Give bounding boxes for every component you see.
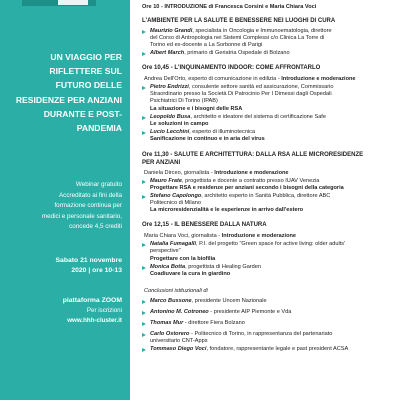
- bullet-arrow-icon: [142, 85, 148, 90]
- program-line: [150, 207, 303, 214]
- platform-info: [8, 295, 122, 325]
- title-line: DURANTE E POST-: [43, 108, 122, 119]
- title-line: UN VIAGGIO PER: [50, 52, 122, 62]
- program-text: , progettista e docente a contratto presso IUAV Venezia: [182, 178, 320, 184]
- program-text: Coadiuvare la cura in giardino: [150, 271, 231, 277]
- bullet-arrow-icon: [142, 321, 148, 326]
- bullet-arrow-icon: [142, 29, 148, 34]
- event-title: [8, 50, 122, 135]
- speaker-line: [150, 331, 332, 338]
- signup-label: Per iscrizioni: [86, 307, 122, 314]
- speaker-name: Pietro Endrizzi: [150, 84, 189, 90]
- program-text: Progettare con la biofilia: [150, 256, 216, 262]
- session-heading: [142, 160, 180, 167]
- program-text: La microresidenzialità e le esperienze in arrivo dall'estero: [150, 207, 304, 213]
- program-text: perspective": [150, 248, 181, 254]
- session-heading: [142, 18, 335, 25]
- program-text: Straordinario presso la Società Di Patrocinio Per I Dimessi dagli Ospedali: [150, 91, 332, 97]
- logo-icon: [22, 0, 96, 6]
- speaker-line: [150, 298, 267, 305]
- title-line: PANDEMIA: [76, 123, 122, 134]
- program-text: , architetto e ideatore del sistema di certificazione Safe: [190, 114, 326, 120]
- program-text: L'AMBIENTE PER LA SALUTE E BENESSERE NEI LUOGHI DI CURA: [142, 18, 336, 24]
- speaker-name: Carlo Ostorero: [150, 331, 190, 337]
- program-line: [142, 4, 316, 11]
- program-text: Maria Chiara Voci, giornalista -: [144, 233, 222, 239]
- bullet-arrow-icon: [142, 332, 148, 337]
- program-line: [150, 271, 230, 278]
- bullet-arrow-icon: [142, 265, 148, 270]
- program-text: PER ANZIANI: [142, 160, 181, 166]
- speaker-line: [150, 241, 345, 248]
- program-line: [150, 98, 218, 105]
- role-label: Introduzione e moderazione: [281, 76, 356, 82]
- session-heading: [142, 65, 320, 72]
- platform-label: piattaforma ZOOM: [62, 297, 122, 304]
- speaker-line: [150, 264, 261, 271]
- program-text: Andrea Dell'Orto, esperto di comunicazione in edilizia -: [144, 76, 282, 82]
- webinar-line: concede 4,5 crediti: [69, 223, 122, 230]
- program-line: [150, 185, 344, 192]
- program-text: , consulente settore sanità ed assicurazione, Commissario: [188, 84, 334, 90]
- program-text: Sanificazione in continuo e in aria del virus: [150, 136, 265, 142]
- program-line: [150, 42, 262, 49]
- program-text: del Corso di Antropologia nei Sistemi Complessi c/o Clinica La Torre di: [150, 35, 325, 41]
- bullet-arrow-icon: [142, 51, 148, 56]
- program-text: Le soluzioni in campo: [150, 121, 209, 127]
- event-date: [8, 256, 122, 276]
- program-text: - Politecnico di Torino, in rappresentanza del partenariato: [189, 331, 333, 337]
- program-text: Torino ed ex-docente a La Sorbonne di Parigi: [150, 42, 263, 48]
- program-line: [144, 288, 208, 295]
- speaker-name: Maurizio Grandi: [150, 28, 193, 34]
- program-line: [144, 233, 296, 240]
- speaker-name: Lucio Lecchini: [150, 129, 190, 135]
- speaker-name: Mauro Frate: [150, 178, 183, 184]
- bullet-arrow-icon: [142, 242, 148, 247]
- speaker-name: Albert March: [150, 50, 185, 56]
- webinar-line: Webinar gratuito: [75, 181, 122, 188]
- title-line: RESIDENZE PER ANZIANI: [15, 94, 122, 105]
- speaker-name: Antonino M. Cotroneo: [150, 309, 209, 315]
- program-line: [150, 200, 201, 207]
- bullet-arrow-icon: [142, 130, 148, 135]
- program-text: - direttore Fiera Bolzano: [183, 320, 245, 326]
- program-text: , esperto di illuminotecnica: [189, 129, 256, 135]
- program-text: Psichiatrici Di Torino (IPAB): [150, 98, 218, 104]
- sidebar-panel: [0, 0, 130, 400]
- speaker-name: Thomas Mur: [150, 320, 184, 326]
- program-text: Ore 11,30 - SALUTE E ARCHITETTURA: DALLA RSA ALLE MICRORESIDENZE: [142, 152, 364, 158]
- speaker-line: [150, 309, 291, 316]
- speaker-name: Tommaso Diego Voci: [150, 346, 207, 352]
- webinar-line: Accreditato ai fini della: [58, 191, 122, 199]
- bullet-arrow-icon: [142, 115, 148, 120]
- bullet-arrow-icon: [142, 310, 148, 315]
- webinar-info: [8, 180, 122, 233]
- program-line: [144, 170, 289, 177]
- program-text: Daniela Dirceo, giornalista -: [144, 170, 215, 176]
- speaker-line: [150, 320, 245, 327]
- program-line: [150, 91, 332, 98]
- session-heading: [142, 152, 363, 159]
- program-line: [150, 338, 208, 345]
- program-line: [150, 106, 242, 113]
- role-label: Introduzione e moderazione: [214, 170, 289, 176]
- program-text: Politecnico di Milano: [150, 200, 201, 206]
- speaker-line: [150, 346, 348, 353]
- program-line: [150, 121, 208, 128]
- program-line: [150, 136, 265, 143]
- program-text: Conclusioni istituzionali di: [144, 288, 208, 294]
- speaker-line: [150, 50, 290, 57]
- program-text: , presidente Uncem Nazionale: [191, 298, 267, 304]
- session-heading: [142, 222, 267, 229]
- speaker-name: Stefano Capolongo: [150, 193, 202, 199]
- program-text: , specialista in Oncologia e Immunoematologia, direttore: [192, 28, 332, 34]
- title-line: RIFLETTERE SUL: [49, 66, 122, 77]
- program-text: , primario di Geriatria Ospedale di Bolzano: [184, 50, 290, 56]
- speaker-name: Leopoldo Busa: [150, 114, 191, 120]
- speaker-line: [150, 193, 330, 200]
- program-text: La situazione e i bisogni delle RSA: [150, 106, 243, 112]
- program-text: , P.I. del progetto "Green space for active living: older adults': [196, 241, 346, 247]
- program-text: Ore 10,45 - L'INQUINAMENTO INDOOR: COME AFFRONTARLO: [142, 65, 321, 71]
- bullet-arrow-icon: [142, 347, 148, 352]
- webinar-line: formazione continua per: [54, 202, 122, 209]
- title-line: FUTURO DELLE: [55, 80, 122, 91]
- program-text: , fondatore, rappresentante legale e past president ACSA: [206, 346, 349, 352]
- speaker-line: [150, 28, 332, 35]
- program-list: [142, 0, 396, 400]
- speaker-line: [150, 114, 326, 121]
- program-text: , progettista di Healing Garden: [185, 264, 261, 270]
- program-text: Ore 12,15 - IL BENESSERE DALLA NATURA: [142, 222, 267, 228]
- program-line: [144, 76, 356, 83]
- speaker-name: Marco Bussone: [150, 298, 192, 304]
- speaker-line: [150, 84, 333, 91]
- bullet-arrow-icon: [142, 194, 148, 199]
- program-text: Ore 10 - INTRODUZIONE di Francesca Corsini e Maria Chiara Voci: [142, 4, 317, 10]
- program-text: - presidente AIP Piemonte e Vda: [208, 309, 292, 315]
- speaker-line: [150, 178, 319, 185]
- speaker-line: [150, 129, 255, 136]
- program-text: universitario CNT-Apps: [150, 338, 208, 344]
- program-line: [150, 35, 324, 42]
- program-text: , architetto esperto in Sanità Pubblica, direttore ABC: [201, 193, 331, 199]
- speaker-name: Natalia Fumagalli: [150, 241, 197, 247]
- webinar-line: medici e personale sanitario,: [41, 212, 122, 220]
- date-line: Sabato 21 novembre: [55, 257, 122, 264]
- signup-link[interactable]: www.hhh-cluster.it: [67, 316, 122, 324]
- bullet-arrow-icon: [142, 179, 148, 184]
- bullet-arrow-icon: [142, 299, 148, 304]
- role-label: Introduzione e moderazione: [221, 233, 297, 239]
- program-line: [150, 256, 215, 263]
- program-line: [150, 248, 181, 255]
- time-line: 2020 | ore 10-13: [71, 267, 122, 274]
- program-text: Progettare RSA e residenze per anziani secondo i bisogni della categoria: [150, 185, 344, 191]
- speaker-name: Monica Botta: [150, 264, 186, 270]
